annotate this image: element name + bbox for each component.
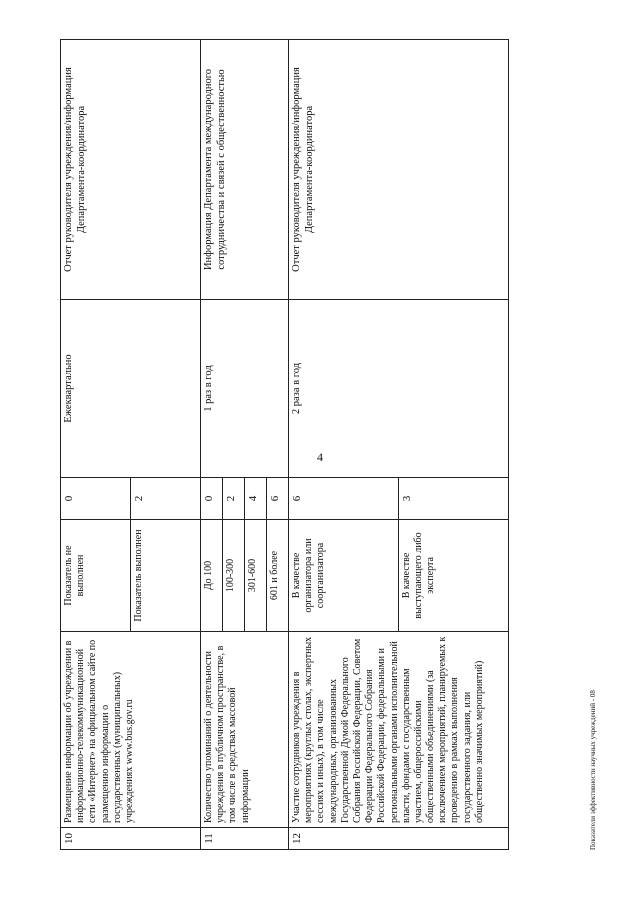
rotated-sheet [60, 40, 600, 880]
source-cell: Отчет руководителя учреждения/информация Департамента-координатора [61, 40, 201, 300]
source-cell: Отчет руководителя учреждения/информация Департамента-координатора [289, 40, 509, 300]
condition-cell: В качестве организатора или соорганизатора [289, 520, 399, 632]
score-cell: 0 [201, 478, 223, 520]
score-cell: 6 [289, 478, 399, 520]
criterion-text: Участие сотрудников учреждения в мероприятиях (круглых столах, экспертных сессиях и иных), в том числе международных, организованных Государственной Думой Федерального Собрания Российской Федерации, Советом Федерации Федерального Собрания Российской Федерации, федеральными и региональными органами исполнительной власти, фондами с государственным участием, общероссийскими общественными объединениями (за исключением мероприятий, планируемых к проведению в рамках выполнения государственного задания, или общественно значимых мероприятий) [289, 632, 509, 828]
frequency-cell: Ежеквартально [61, 300, 201, 478]
score-cell: 6 [267, 478, 289, 520]
table-row [289, 40, 399, 850]
score-cell: 3 [399, 478, 509, 520]
criterion-text: Размещение информации об учреждении в информационно-телекоммуникационной сети «Интернет» на официальном сайте по размещению информации о государственных (муниципальных) учреждениях www.bus.gov.ru [61, 632, 201, 828]
row-number: 10 [61, 828, 201, 850]
source-cell: Информация Департамента международного сотрудничества и связей с общественностью [201, 40, 289, 300]
condition-cell: До 100 [201, 520, 223, 632]
criterion-text: Количество упоминаний о деятельности учреждения в публичном пространстве, в том числе в средствах массовой информации [201, 632, 289, 828]
table-row [201, 40, 223, 850]
table-row [61, 40, 131, 850]
condition-cell: В качестве выступающего либо эксперта [399, 520, 509, 632]
condition-cell: 601 и более [267, 520, 289, 632]
frequency-cell: 1 раз в год [201, 300, 289, 478]
page-number: 4 [317, 450, 323, 464]
condition-cell: 100-300 [223, 520, 245, 632]
page-footer: Показатели эффективности научных учреждений - 08 [589, 690, 597, 850]
row-number: 11 [201, 828, 289, 850]
score-cell: 2 [223, 478, 245, 520]
frequency-cell: 2 раза в год [289, 300, 509, 478]
condition-cell: Показатель не выполнен [61, 520, 131, 632]
score-cell: 0 [61, 478, 131, 520]
score-cell: 2 [131, 478, 201, 520]
criteria-table [60, 39, 509, 850]
condition-cell: Показатель выполнен [131, 520, 201, 632]
condition-cell: 301-600 [245, 520, 267, 632]
row-number: 12 [289, 828, 509, 850]
score-cell: 4 [245, 478, 267, 520]
